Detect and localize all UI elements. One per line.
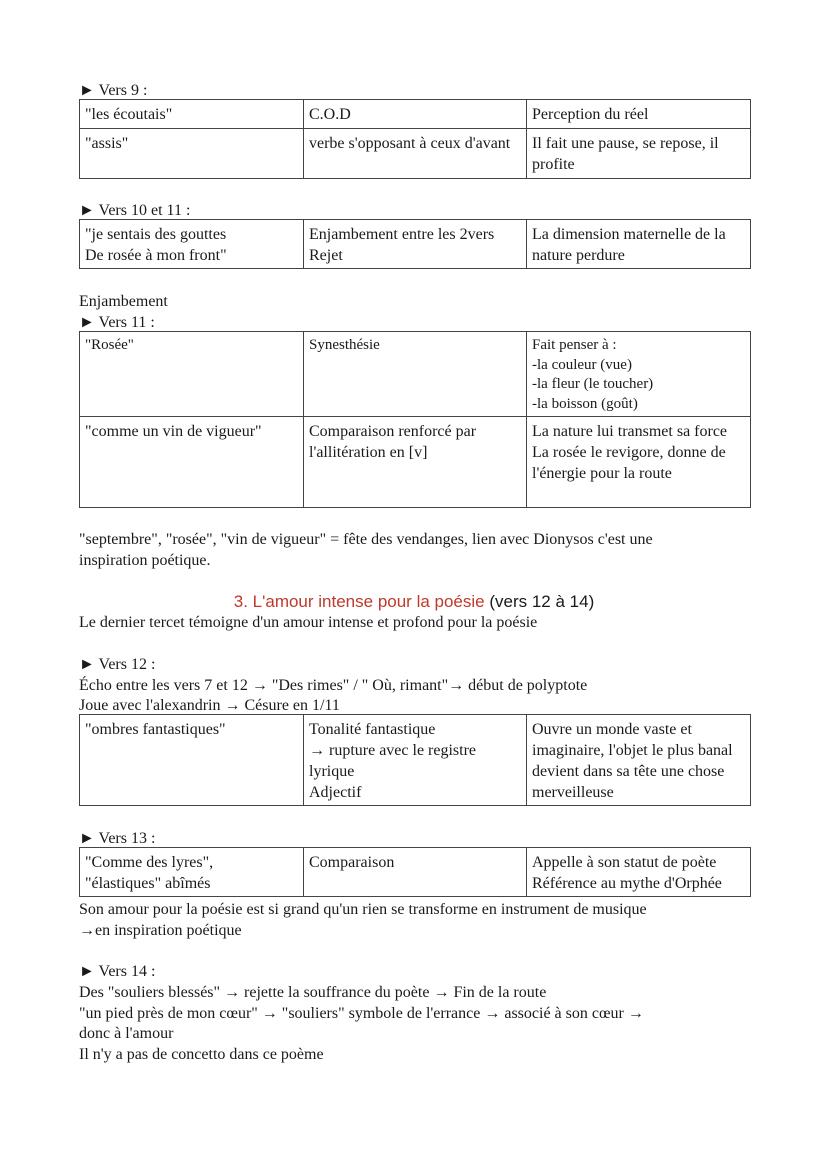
table-row xyxy=(80,100,751,129)
table-cell: Perception du réel xyxy=(527,100,751,129)
table-row xyxy=(80,332,751,417)
table-row xyxy=(80,715,751,806)
table-cell: "ombres fantastiques" xyxy=(80,715,304,806)
vers12-table xyxy=(79,714,751,806)
table-cell: Il fait une pause, se repose, il profite xyxy=(527,129,751,179)
vers14-line: donc à l'amour xyxy=(79,1025,174,1042)
table-cell: verbe s'opposant à ceux d'avant xyxy=(304,129,527,179)
table-cell: Comparaison xyxy=(304,848,527,897)
vers13-conclusion-line1: Son amour pour la poésie est si grand qu'un rien se transforme en instrument de musique xyxy=(79,901,647,918)
vers10-11-table xyxy=(79,219,751,269)
vers13-conclusion-line2: →en inspiration poétique xyxy=(79,922,242,939)
vers9-heading: ► Vers 9 : xyxy=(79,82,148,99)
table-row xyxy=(80,848,751,897)
table-row xyxy=(80,129,751,179)
table-cell: Enjambement entre les 2vers Rejet xyxy=(304,220,527,269)
table-cell: Fait penser à : -la couleur (vue) -la fleur (le toucher) -la boisson (goût) xyxy=(527,332,751,417)
table-cell: "Comme des lyres", "élastiques" abîmés xyxy=(80,848,304,897)
vers12-alexandrin-line: Joue avec l'alexandrin → Césure en 1/11 xyxy=(79,697,340,714)
table-cell: "je sentais des gouttes De rosée à mon front" xyxy=(80,220,304,269)
table-cell: La dimension maternelle de la nature perdure xyxy=(527,220,751,269)
table-cell: "comme un vin de vigueur" xyxy=(80,417,304,508)
vers14-heading: ► Vers 14 : xyxy=(79,963,156,980)
table-cell: Comparaison renforcé par l'allitération en [v] xyxy=(304,417,527,508)
table-cell: Ouvre un monde vaste et imaginaire, l'objet le plus banal devient dans sa tête une chose merveilleuse xyxy=(527,715,751,806)
vers14-line: Il n'y a pas de concetto dans ce poème xyxy=(79,1046,324,1063)
vers13-heading: ► Vers 13 : xyxy=(79,830,156,847)
table-cell: C.O.D xyxy=(304,100,527,129)
vers12-echo-line: Écho entre les vers 7 et 12 → "Des rimes" / " Où, rimant"→ début de polyptote xyxy=(79,677,588,694)
table-cell: "les écoutais" xyxy=(80,100,304,129)
tercet-intro: Le dernier tercet témoigne d'un amour intense et profond pour la poésie xyxy=(79,614,538,631)
table-cell: "assis" xyxy=(80,129,304,179)
table-row xyxy=(80,220,751,269)
vers10-11-heading: ► Vers 10 et 11 : xyxy=(79,202,191,219)
enjambement-note: Enjambement xyxy=(79,293,168,310)
dionysos-paragraph-line1: "septembre", "rosée", "vin de vigueur" = fête des vendanges, lien avec Dionysos c'est une xyxy=(79,531,653,548)
vers11-heading: ► Vers 11 : xyxy=(79,314,155,331)
table-row xyxy=(80,417,751,508)
table-cell: La nature lui transmet sa force La rosée le revigore, donne de l'énergie pour la route xyxy=(527,417,751,508)
table-cell: Tonalité fantastique → rupture avec le registre lyrique Adjectif xyxy=(304,715,527,806)
section-title-range: (vers 12 à 14) xyxy=(484,592,595,611)
table-cell: "Rosée" xyxy=(80,332,304,417)
vers13-table xyxy=(79,847,751,897)
vers12-heading: ► Vers 12 : xyxy=(79,656,156,673)
dionysos-paragraph-line2: inspiration poétique. xyxy=(79,552,211,569)
vers14-line: Des "souliers blessés" → rejette la souffrance du poète → Fin de la route xyxy=(79,984,547,1001)
section-title-main: 3. L'amour intense pour la poésie xyxy=(233,592,485,611)
vers11-table xyxy=(79,331,751,508)
table-cell: Appelle à son statut de poète Référence au mythe d'Orphée xyxy=(527,848,751,897)
vers14-line: "un pied près de mon cœur" → "souliers" symbole de l'errance → associé à son cœur → xyxy=(79,1005,644,1022)
vers9-table xyxy=(79,99,751,179)
section-title xyxy=(79,591,749,612)
table-cell: Synesthésie xyxy=(304,332,527,417)
